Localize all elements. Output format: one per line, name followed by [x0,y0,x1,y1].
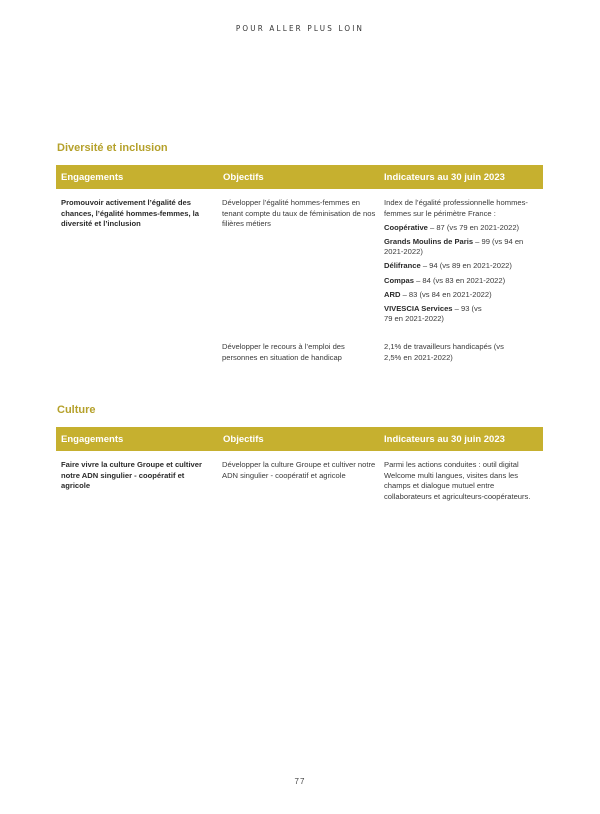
indicator-item [384,276,544,287]
indicator-item [384,304,484,325]
entity-name: VIVESCIA Services [384,303,453,313]
engagement-cell: Faire vivre la culture Groupe et cultiver notre ADN singulier - coopératif et agricole [61,460,202,491]
section-title-culture: Culture [57,404,96,416]
entity-name: Délifrance [384,261,421,271]
objective-cell: Développer le recours à l’emploi des personnes en situation de handicap [222,342,345,362]
section-title-diversite: Diversité et inclusion [57,142,168,154]
entity-value: – 94 (vs 89 en 2021-2022) [420,261,512,271]
indicator-item [384,261,544,272]
entity-name: Coopérative [384,222,428,232]
indicator-item [384,223,544,234]
table-header-diversite [56,165,543,189]
header-objectifs: Objectifs [223,172,264,183]
header-objectifs: Objectifs [223,434,264,445]
entity-value: – 87 (vs 79 en 2021-2022) [427,222,520,232]
indicator-item [384,290,544,301]
header-indicateurs: Indicateurs au 30 juin 2023 [384,172,505,183]
entity-value: – 84 (vs 83 en 2021-2022) [413,275,506,285]
objective-cell: Développer la culture Groupe et cultiver notre ADN singulier - coopératif et agricole [222,460,376,480]
header-engagements: Engagements [61,172,124,183]
header-engagements: Engagements [61,434,124,445]
table-header-culture [56,427,543,451]
running-head: POUR ALLER PLUS LOIN [235,24,365,33]
indicator-cell [384,198,544,328]
indicator-cell: 2,1% de travailleurs handicapés (vs 2,5% en 2021-2022) [384,342,504,362]
entity-value: – 99 (vs 94 en 2021-2022) [384,236,524,257]
indicator-cell: Parmi les actions conduites : outil digital Welcome multi langues, visites dans les champs et dialogue mutuel entre collaborateurs et agriculteurs-coopérateurs. [384,460,531,501]
header-indicateurs: Indicateurs au 30 juin 2023 [384,434,505,445]
indicator-intro: Index de l’égalité professionnelle hommes- femmes sur le périmètre France : [384,198,528,218]
entity-value: – 83 (vs 84 en 2021-2022) [400,289,492,299]
indicator-item [384,237,544,258]
entity-name: ARD [384,289,401,299]
entity-name: Grands Moulins de Paris [384,236,474,246]
page-number: 77 [294,777,306,786]
engagement-cell: Promouvoir activement l’égalité des chances, l’égalité hommes-femmes, la diversité et l’inclusion [61,198,200,229]
objective-cell: Développer l’égalité hommes-femmes en tenant compte du taux de féminisation de nos filières métiers [222,198,376,229]
entity-value: – 93 (vs 79 en 2021-2022) [384,303,482,324]
entity-name: Compas [384,275,414,285]
